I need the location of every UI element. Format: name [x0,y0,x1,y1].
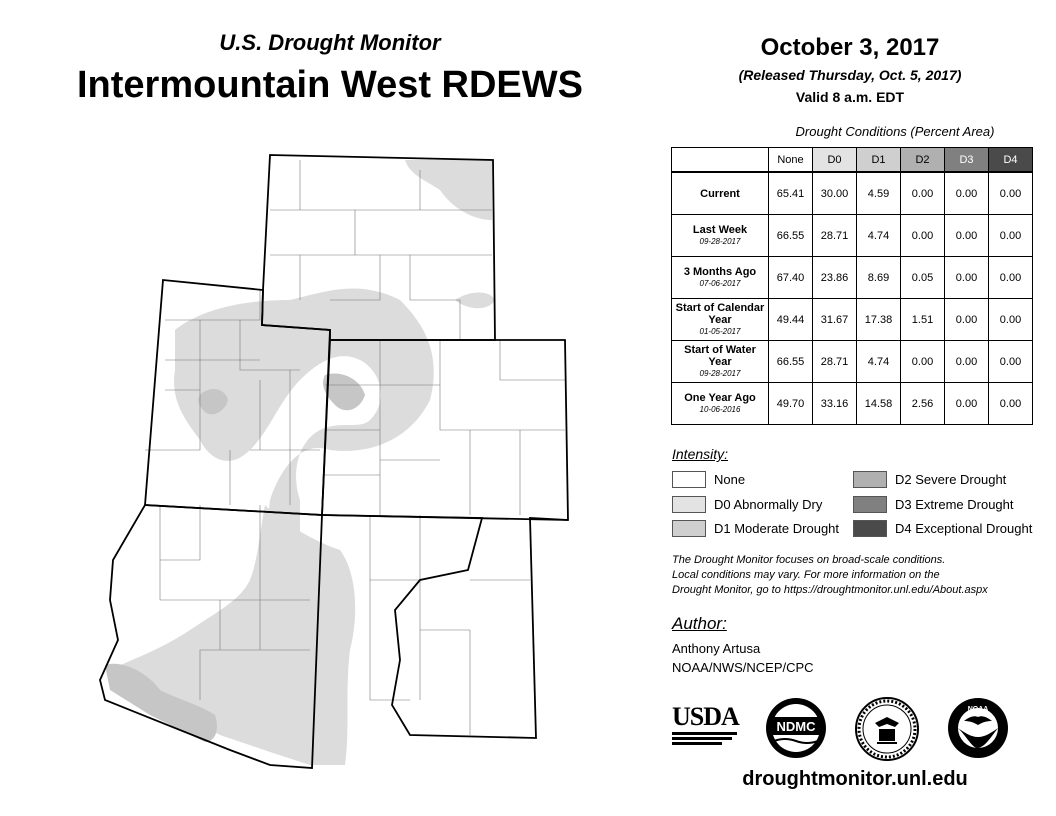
legend-label: D0 Abnormally Dry [714,497,823,512]
row-label [672,257,769,299]
d0-area-wyoming-se [455,293,495,309]
table-cell: 66.55 [769,341,813,383]
table-cell: 0.05 [901,257,945,299]
table-cell: 17.38 [857,299,901,341]
valid-time: Valid 8 a.m. EDT [795,89,905,105]
legend-item-d4 [853,520,1032,537]
table-cell: 4.74 [857,215,901,257]
row-label-text: Start of Water Year [684,343,756,368]
table-cell: 65.41 [769,172,813,215]
author-name: Anthony Artusa [672,641,761,656]
drought-conditions-table [671,147,1033,425]
table-cell: 28.71 [813,215,857,257]
table-cell: 14.58 [857,383,901,425]
d0-area-utah-colorado [174,288,434,565]
drought-map [95,150,575,775]
legend-label: D2 Severe Drought [895,472,1007,487]
legend-swatch [672,496,706,513]
row-label [672,172,769,215]
row-date: 09-28-2017 [699,236,741,246]
table-cell: 1.51 [901,299,945,341]
ndmc-logo [765,697,827,759]
table-cell: 0.00 [945,383,989,425]
row-date: 10-06-2016 [699,404,741,414]
note-line: Local conditions may vary. For more information on the [672,569,940,581]
table-cell: 67.40 [769,257,813,299]
table-header-row [672,148,1033,173]
legend-swatch [672,471,706,488]
legend-item-d2 [853,471,1006,488]
row-label-text: Last Week [692,223,748,236]
table-cell: 0.00 [901,215,945,257]
col-header-none: None [769,148,813,173]
table-cell: 31.67 [813,299,857,341]
d0-area-wyoming-ne [405,160,492,220]
drought-areas [105,160,495,765]
table-cell: 0.00 [989,215,1033,257]
map-title: Intermountain West RDEWS [77,64,583,106]
row-label [672,341,769,383]
table-cell: 8.69 [857,257,901,299]
row-label-text: 3 Months Ago [683,265,757,278]
d1-area-colorado [323,374,365,411]
usda-logo [672,703,737,748]
legend-swatch [853,520,887,537]
table-row-start-calendar-year [672,299,1033,341]
usda-logo-text: USDA [672,702,739,731]
table-row-last-week [672,215,1033,257]
table-cell: 0.00 [945,257,989,299]
table-row-one-year-ago [672,383,1033,425]
row-label-text: One Year Ago [684,391,756,404]
legend-item-d1 [672,520,839,537]
legend-label: None [714,472,746,487]
header-blank-cell [672,148,769,173]
release-date: (Released Thursday, Oct. 5, 2017) [738,67,962,83]
table-cell: 0.00 [945,299,989,341]
table-cell: 0.00 [989,341,1033,383]
legend-label: D4 Exceptional Drought [895,521,1033,536]
row-label-text: Current [700,187,740,200]
svg-text:NDMC: NDMC [776,719,816,734]
table-caption: Drought Conditions (Percent Area) [795,124,995,139]
table-cell: 49.44 [769,299,813,341]
legend-item-d3 [853,496,1014,513]
report-date: October 3, 2017 [760,34,940,61]
legend-title: Intensity: [672,446,729,462]
row-label [672,215,769,257]
row-label [672,383,769,425]
table-cell: 0.00 [945,341,989,383]
table-cell: 0.00 [989,257,1033,299]
table-cell: 66.55 [769,215,813,257]
d0-area-arizona [110,505,355,765]
author-org: NOAA/NWS/NCEP/CPC [672,660,814,675]
website-url[interactable]: droughtmonitor.unl.edu [742,768,968,790]
col-header-d1: D1 [857,148,901,173]
col-header-d4: D4 [989,148,1033,173]
table-cell: 0.00 [989,383,1033,425]
table-cell: 28.71 [813,341,857,383]
legend-item-none [672,471,745,488]
table-cell: 0.00 [989,172,1033,215]
table-cell: 0.00 [945,172,989,215]
legend-item-d0 [672,496,822,513]
row-label-text: Start of Calendar Year [675,301,765,326]
table-cell: 2.56 [901,383,945,425]
col-header-d0: D0 [813,148,857,173]
table-cell: 23.86 [813,257,857,299]
table-cell: 33.16 [813,383,857,425]
table-cell: 0.00 [945,215,989,257]
legend-swatch [672,520,706,537]
table-cell: 4.74 [857,341,901,383]
new-mexico-border [322,515,568,738]
noaa-logo-text: NOAA [967,706,989,713]
note-line: Drought Monitor, go to https://droughtmonitor.unl.edu/About.aspx [672,584,988,596]
col-header-d2: D2 [901,148,945,173]
row-date: 09-28-2017 [699,368,741,378]
commerce-seal-logo [855,697,919,761]
legend-swatch [853,496,887,513]
row-date: 01-05-2017 [699,326,741,336]
table-row-current [672,172,1033,215]
map-subtitle: U.S. Drought Monitor [219,30,441,55]
table-cell: 49.70 [769,383,813,425]
row-date: 07-06-2017 [699,278,741,288]
disclaimer-note [672,553,1042,598]
table-cell: 30.00 [813,172,857,215]
legend-label: D1 Moderate Drought [714,521,840,536]
row-label [672,299,769,341]
table-cell: 4.59 [857,172,901,215]
table-cell: 0.00 [901,341,945,383]
noaa-logo [947,697,1009,759]
col-header-d3: D3 [945,148,989,173]
table-row-3-months-ago [672,257,1033,299]
author-heading: Author: [672,614,727,633]
legend-swatch [853,471,887,488]
table-row-start-water-year [672,341,1033,383]
note-line: The Drought Monitor focuses on broad-scale conditions. [672,554,946,566]
table-cell: 0.00 [901,172,945,215]
table-cell: 0.00 [989,299,1033,341]
legend-label: D3 Extreme Drought [895,497,1014,512]
